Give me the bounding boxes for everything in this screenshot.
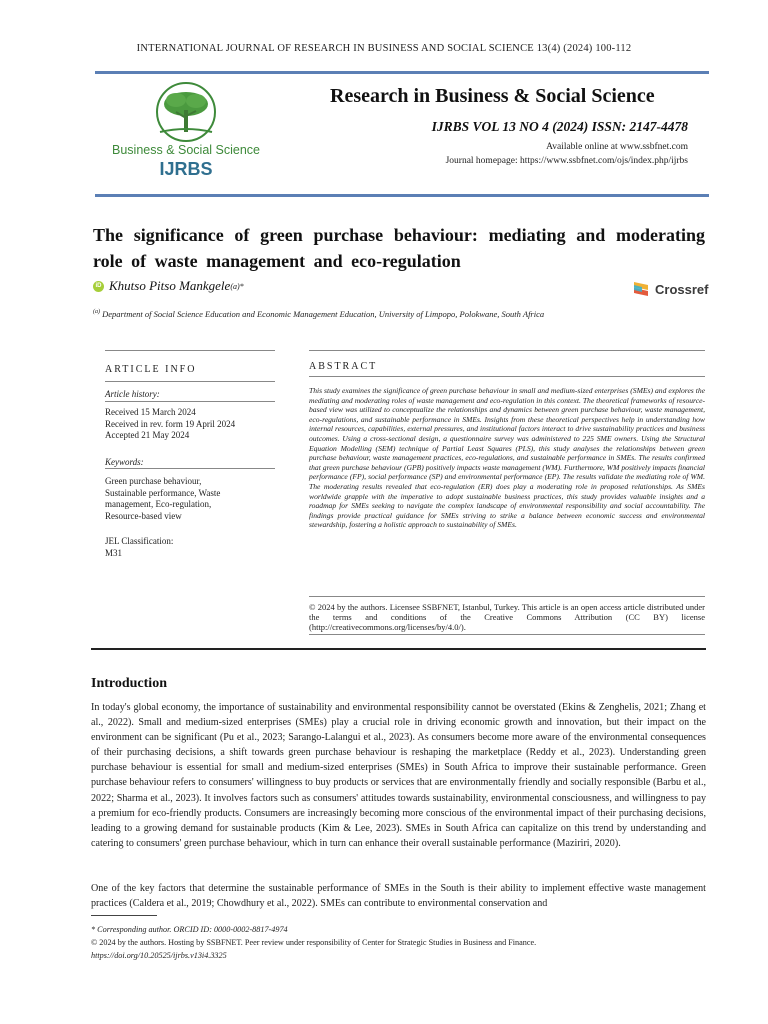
keywords-rule [105, 468, 275, 469]
jel-label: JEL Classification: [105, 536, 174, 546]
keywords-label: Keywords: [105, 457, 144, 467]
front-matter-divider [91, 648, 706, 650]
introduction-paragraph-2: One of the key factors that determine the sustainable performance of SMEs in the South is their ability to implement effective waste management practices (Caldera et al., 2019; Chowdhury et al., 2022). SMEs can contribute to environmental conservation and [91, 883, 706, 910]
crossref-icon [632, 280, 652, 298]
revised-date: Received in rev. form 19 April 2024 [105, 418, 236, 429]
header-divider-top [95, 71, 709, 74]
affiliation-superscript: (a) [93, 309, 100, 316]
abstract-heading: ABSTRACT [309, 361, 378, 372]
journal-logo [104, 82, 268, 182]
journal-running-header: INTERNATIONAL JOURNAL OF RESEARCH IN BUSINESS AND SOCIAL SCIENCE 13(4) (2024) 100-112 [136, 43, 632, 54]
affiliation-text: Department of Social Science Education and Economic Management Education, University of Limpopo, Polokwane, South Africa [102, 309, 545, 319]
header-divider-bottom [95, 194, 709, 197]
article-history-rule [105, 401, 275, 402]
keywords-line: Resource-based view [105, 510, 182, 521]
article-history-dates [105, 407, 275, 442]
author-superscript: (a)* [230, 281, 244, 291]
license-rule-top [309, 596, 705, 597]
corresponding-author-note: * Corresponding author. ORCID ID: 0000-0002-8817-4974 [91, 925, 288, 934]
copyright-note: © 2024 by the authors. Hosting by SSBFNET. Peer review under responsibility of Center for Strategic Studies in Business and Finance. [91, 938, 537, 947]
abstract-rule-top [309, 350, 705, 351]
crossref-label: Crossref [655, 281, 709, 297]
license-statement: © 2024 by the authors. Licensee SSBFNET, Istanbul, Turkey. This article is an open access article distributed under the terms and conditions of the Creative Commons Attribution (CC BY) license (http://creativecommons.org/licenses/by/4.0/). [309, 602, 705, 632]
journal-homepage-link[interactable]: Journal homepage: https://www.ssbfnet.com/ojs/index.php/ijrbs [445, 156, 688, 166]
introduction-paragraph-1: In today's global economy, the importance of sustainability and environmental responsibility cannot be overstated (Ekins & Zenghelis, 2021; Zhang et al., 2022). Small and medium-sized enterprises (SMEs) play a crucial role in driving economic growth and innovation, but their impact on the environment can be significant (Pu et al., 2023; Sarango-Lalangui et al., 2023). As consumers become more aware of the environmental consequences of their purchasing decisions, a shift towards green purchase behaviour is reshaping the marketplace (Reddy et al., 2023). Understanding green purchase behaviour is essential for small and medium-sized enterprises (SMEs) in South Africa to improve their sustainable performance. Green purchase behaviour refers to consumers' willingness to buy products or services that are environmentally friendly and socially responsible (Barbu et al., 2022; Sharma et al., 2023). It involves factors such as consumers' attitudes towards sustainability, environmental consciousness, and willingness to pay a premium for eco-friendly products. Consumers are increasingly becoming more conscious of the environmental impact of their purchasing decisions, leading to a growing demand for sustainable products (Kim & Lee, 2023). SMEs in South Africa can capitalize on this trend by understanding and catering to consumers' green purchase behaviour, which in turn can enhance their overall sustainable performance (Maziriri, 2020). [91, 702, 706, 849]
keywords-line: management, Eco-regulation, [105, 499, 212, 509]
abstract-body: This study examines the significance of green purchase behaviour in small and medium-sized enterprises (SMEs) and explores the mediating and moderating roles of waste management and eco-regulation in this context. The theoretical frameworks of resource-based view was utilized to conceptualize the relationships and dynamics between green purchase behaviour, waste management, eco-regulations, and sustainable performance in SMEs. Insights from these theoretical perspectives help in understanding how internal resources, capabilities, external pressures, and institutional factors interact to drive sustainability practices and business outcomes. Using a cross-sectional design, a questionnaire survey was administered to 225 SME owners. Using the Structural Equation Modelling (SEM) technique of Partial Least Squares (PLS), this study analyses the relationships between green purchase behaviour, waste management practices, eco-regulations, and sustainable performance in SMEs. The results confirmed that green purchase behaviour (GPB) positively impacts waste management (WM). Furthermore, WM positively impacts financial performance (FP), social performance (SP) and environmental performance (EP). The results validate the mediating role of WM. The moderating results revealed that eco-regulation (ER) does play a moderating role in proposed relationships. As SMEs worldwide grapple with the imperative to adopt sustainable business practices, this study provides valuable insights and a roadmap for SMEs seeking to navigate the complex landscape of environmental responsibility and social accountability. The findings provide practical guidance for SMEs striving to strike a balance between economic success and environmental stewardship, fostering a holistic approach to sustainability of SMEs. [309, 386, 705, 530]
crossref-badge[interactable] [632, 280, 708, 298]
article-info-rule-mid [105, 381, 275, 382]
keywords-list [105, 476, 275, 522]
keywords-line: Sustainable performance, Waste [105, 487, 221, 498]
paper-title: The significance of green purchase behaviour: mediating and moderating role of waste management and eco-regulation [93, 225, 705, 271]
license-rule-bottom [309, 634, 705, 635]
accepted-date: Accepted 21 May 2024 [105, 430, 190, 440]
article-history-label: Article history: [105, 389, 160, 399]
introduction-heading: Introduction [91, 676, 167, 691]
footnote-separator [91, 915, 157, 916]
logo-text-business-social-science: Business & Social Science [112, 143, 260, 157]
logo-text-ijrbs: IJRBS [159, 159, 213, 179]
received-date: Received 15 March 2024 [105, 407, 196, 417]
keywords-line: Green purchase behaviour, [105, 476, 202, 486]
author-line [93, 278, 244, 294]
orcid-icon[interactable]: iD [93, 281, 104, 292]
doi-link[interactable]: https://doi.org/10.20525/ijrbs.v13i4.3325 [91, 951, 227, 960]
available-online-link[interactable]: Available online at www.ssbfnet.com [546, 142, 688, 152]
tree-icon [146, 82, 226, 142]
author-affiliation [93, 309, 544, 319]
jel-value: M31 [105, 547, 123, 558]
article-info-heading: ARTICLE INFO [105, 364, 197, 375]
author-name: Khutso Pitso Mankgele [109, 278, 231, 293]
abstract-rule-mid [309, 376, 705, 377]
article-info-rule-top [105, 350, 275, 351]
jel-classification [105, 536, 275, 559]
journal-title: Research in Business & Social Science [330, 85, 655, 107]
journal-issn: IJRBS VOL 13 NO 4 (2024) ISSN: 2147-4478 [431, 119, 688, 134]
